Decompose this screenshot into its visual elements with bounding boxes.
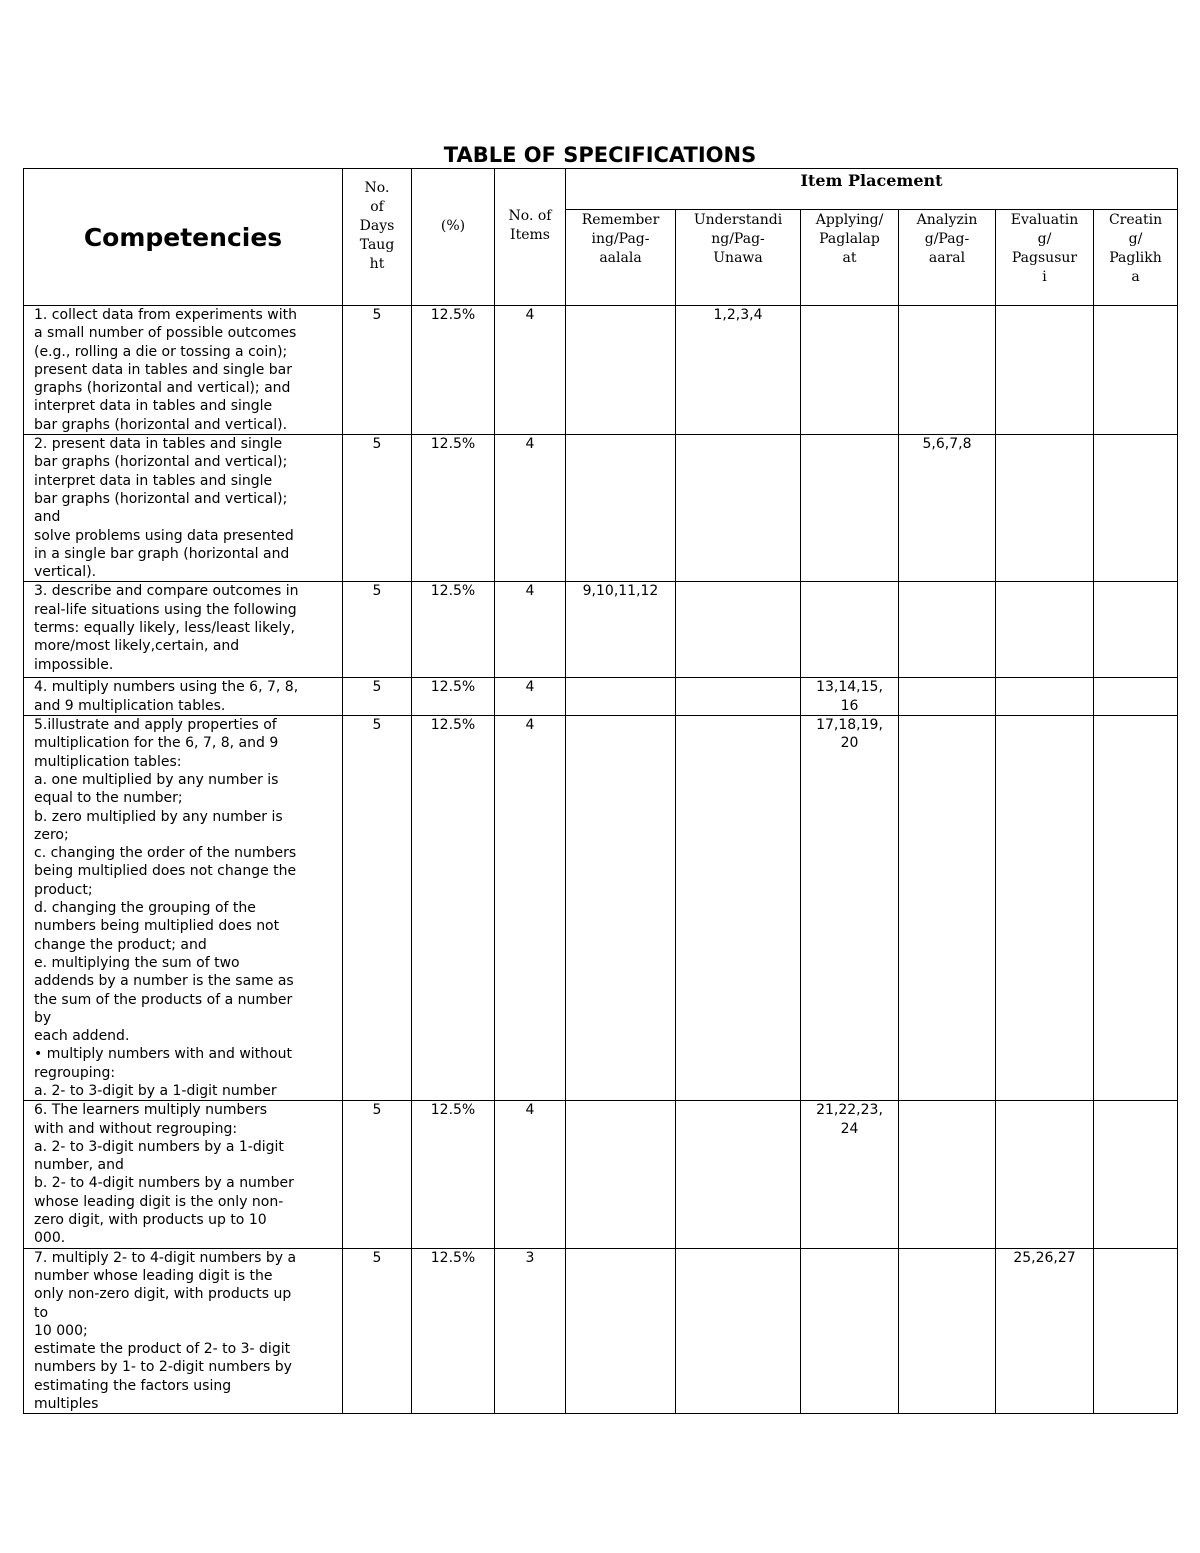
creating-cell [1094,1248,1178,1414]
percent-cell: 12.5% [412,435,495,582]
table-row [24,1101,1178,1248]
remembering-cell [566,678,676,716]
header-competencies: Competencies [24,169,343,306]
days-cell: 5 [343,1101,412,1248]
remembering-cell [566,306,676,435]
evaluating-cell [996,678,1094,716]
evaluating-cell [996,435,1094,582]
creating-cell [1094,582,1178,678]
analyzing-cell [899,306,996,435]
creating-cell [1094,716,1178,1101]
applying-cell: 21,22,23, 24 [801,1101,899,1248]
header-percent: (%) [412,169,495,306]
days-cell: 5 [343,678,412,716]
understanding-cell [676,678,801,716]
items-cell: 4 [495,582,566,678]
creating-cell [1094,306,1178,435]
header-creating: Creatin g/ Paglikh a [1094,210,1178,306]
days-cell: 5 [343,1248,412,1414]
header-understanding: Understandi ng/Pag- Unawa [676,210,801,306]
percent-cell: 12.5% [412,1248,495,1414]
evaluating-cell [996,716,1094,1101]
competency-cell: 5.illustrate and apply properties of multiplication for the 6, 7, 8, and 9 multiplication tables: a. one multiplied by any number is equal to the number; b. zero multiplied by any number is zero; c. changing the order of the numbers being multiplied does not change the product; d. changing the grouping of the numbers being multiplied does not change the product; and e. multiplying the sum of two addends by a number is the same as the sum of the products of a number by each addend. • multiply numbers with and without regrouping: a. 2- to 3-digit by a 1-digit number [24,716,343,1101]
competency-cell: 6. The learners multiply numbers with and without regrouping: a. 2- to 3-digit numbers by a 1-digit number, and b. 2- to 4-digit numbers by a number whose leading digit is the only non- zero digit, with products up to 10 000. [24,1101,343,1248]
understanding-cell [676,1248,801,1414]
header-remembering: Remember ing/Pag- aalala [566,210,676,306]
remembering-cell [566,435,676,582]
evaluating-cell [996,1101,1094,1248]
items-cell: 4 [495,435,566,582]
applying-cell: 13,14,15, 16 [801,678,899,716]
understanding-cell [676,716,801,1101]
percent-cell: 12.5% [412,1101,495,1248]
table-row [24,1248,1178,1414]
items-cell: 4 [495,716,566,1101]
applying-cell: 17,18,19, 20 [801,716,899,1101]
remembering-cell: 9,10,11,12 [566,582,676,678]
items-cell: 4 [495,678,566,716]
header-evaluating: Evaluatin g/ Pagsusur i [996,210,1094,306]
table-row [24,582,1178,678]
creating-cell [1094,678,1178,716]
competency-cell: 4. multiply numbers using the 6, 7, 8, and 9 multiplication tables. [24,678,343,716]
analyzing-cell [899,1101,996,1248]
header-item-placement: Item Placement [566,169,1178,210]
remembering-cell [566,1248,676,1414]
header-no-of-items: No. of Items [495,169,566,306]
remembering-cell [566,1101,676,1248]
analyzing-cell: 5,6,7,8 [899,435,996,582]
header-applying: Applying/ Paglalap at [801,210,899,306]
days-cell: 5 [343,582,412,678]
understanding-cell [676,1101,801,1248]
evaluating-cell: 25,26,27 [996,1248,1094,1414]
creating-cell [1094,435,1178,582]
days-cell: 5 [343,435,412,582]
understanding-cell: 1,2,3,4 [676,306,801,435]
analyzing-cell [899,678,996,716]
applying-cell [801,582,899,678]
percent-cell: 12.5% [412,716,495,1101]
table-row [24,678,1178,716]
applying-cell [801,1248,899,1414]
analyzing-cell [899,716,996,1101]
creating-cell [1094,1101,1178,1248]
applying-cell [801,435,899,582]
specifications-table [23,168,1178,1414]
header-analyzing: Analyzin g/Pag- aaral [899,210,996,306]
remembering-cell [566,716,676,1101]
table-row [24,435,1178,582]
evaluating-cell [996,306,1094,435]
header-days-taught: No. of Days Taug ht [343,169,412,306]
competency-cell: 1. collect data from experiments with a small number of possible outcomes (e.g., rolling a die or tossing a coin); present data in tables and single bar graphs (horizontal and vertical); and interpret data in tables and single bar graphs (horizontal and vertical). [24,306,343,435]
applying-cell [801,306,899,435]
understanding-cell [676,435,801,582]
competency-cell: 2. present data in tables and single bar graphs (horizontal and vertical); interpret data in tables and single bar graphs (horizontal and vertical); and solve problems using data presented in a single bar graph (horizontal and vertical). [24,435,343,582]
table-row [24,716,1178,1101]
table-row [24,306,1178,435]
percent-cell: 12.5% [412,582,495,678]
competency-cell: 3. describe and compare outcomes in real-life situations using the following terms: equally likely, less/least likely, more/most likely,certain, and impossible. [24,582,343,678]
page-title: TABLE OF SPECIFICATIONS [443,143,757,167]
understanding-cell [676,582,801,678]
analyzing-cell [899,582,996,678]
analyzing-cell [899,1248,996,1414]
items-cell: 4 [495,306,566,435]
percent-cell: 12.5% [412,306,495,435]
days-cell: 5 [343,716,412,1101]
items-cell: 4 [495,1101,566,1248]
evaluating-cell [996,582,1094,678]
competency-cell: 7. multiply 2- to 4-digit numbers by a number whose leading digit is the only non-zero digit, with products up to 10 000; estimate the product of 2- to 3- digit numbers by 1- to 2-digit numbers by estimating the factors using multiples [24,1248,343,1414]
percent-cell: 12.5% [412,678,495,716]
days-cell: 5 [343,306,412,435]
items-cell: 3 [495,1248,566,1414]
